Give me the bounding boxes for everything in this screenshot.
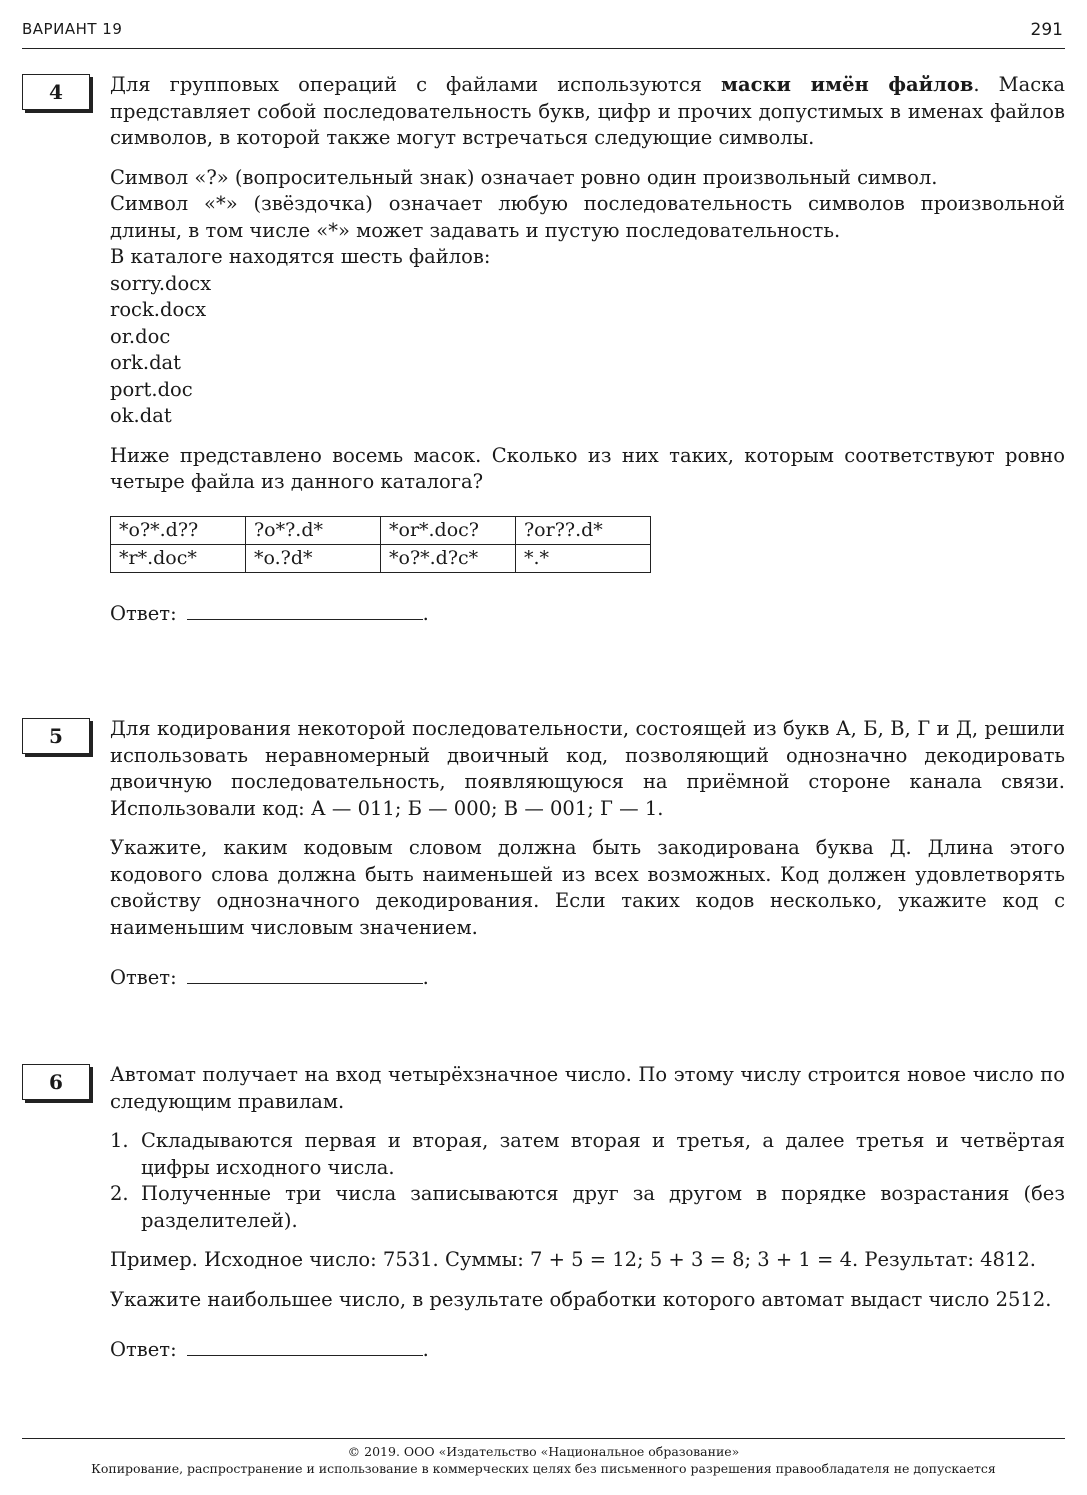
file-name: or.doc	[110, 324, 171, 348]
file-name: rock.docx	[110, 298, 207, 321]
catalog-intro: В каталоге находятся шесть файлов:	[110, 245, 491, 268]
table-row	[111, 544, 651, 572]
mask-cell: *o?*.d??	[111, 516, 246, 544]
variant-label: ВАРИАНТ 19	[22, 20, 123, 38]
answer-row: Ответ: .	[110, 599, 1065, 628]
answer-label: Ответ:	[110, 1338, 177, 1361]
asterisk-rule: Символ «*» (звёздочка) означает любую последовательность символов произвольной длины, в том числе «*» может задавать и пустую последовательность.	[110, 192, 1065, 242]
task-question: Укажите, каким кодовым словом должна быть закодирована буква Д. Длина этого кодового слова должна быть наименьшей из всех возможных. Код должен удовлетворять свойству однозначного декодирования. Если таких кодов несколько, укажите код с наименьшим числовым значением.	[110, 836, 1065, 939]
mask-cell: ?o*?.d*	[246, 516, 381, 544]
task-intro-paragraph: Автомат получает на вход четырёхзначное число. По этому числу строится новое число по следующим правилам.	[110, 1063, 1065, 1113]
answer-field[interactable]	[187, 963, 423, 984]
header-divider	[22, 48, 1065, 49]
copyright-line: © 2019. ООО «Издательство «Национальное образование»	[347, 1444, 740, 1459]
mask-cell: *.*	[516, 544, 651, 572]
task-number-box: 4	[22, 74, 90, 110]
question-mark-rule: Символ «?» (вопросительный знак) означает ровно один произвольный символ.	[110, 165, 938, 189]
mask-cell: ?or??.d*	[516, 516, 651, 544]
rules-list	[110, 1128, 1065, 1234]
mask-cell: *o.?d*	[246, 544, 381, 572]
task-number-box: 5	[22, 718, 90, 754]
answer-label: Ответ:	[110, 601, 177, 625]
task-number-box: 6	[22, 1064, 90, 1100]
task-question: Укажите наибольшее число, в результате обработки которого автомат выдаст число 2512.	[110, 1287, 1052, 1311]
answer-label: Ответ:	[110, 966, 177, 989]
task-intro-paragraph: Для кодирования некоторой последовательности, состоящей из букв А, Б, В, Г и Д, решили использовать неравномерный двоичный код, позволяющий однозначно декодировать двоичную последовательность, появляющуюся на приёмной стороне канала связи. Использовали код: А — 011; Б — 000; В — 001; Г — 1.	[110, 717, 1065, 820]
answer-field[interactable]	[187, 599, 423, 620]
answer-row: Ответ: .	[110, 963, 1065, 992]
list-item: 2. Полученные три числа записываются друг за другом в порядке возрастания (без разделителей).	[110, 1182, 1065, 1232]
answer-field[interactable]	[187, 1335, 423, 1356]
page-number: 291	[1030, 20, 1063, 40]
file-name: ork.dat	[110, 351, 182, 374]
task-5-content	[110, 716, 1065, 992]
task-6-content	[110, 1062, 1065, 1364]
file-list	[110, 271, 1065, 430]
file-name: sorry.docx	[110, 271, 212, 295]
mask-cell: *or*.doc?	[381, 516, 516, 544]
copyright-notice: Копирование, распространение и использование в коммерческих целях без письменного разрешения правообладателя не допускается	[91, 1461, 996, 1476]
list-item: 1. Складываются первая и вторая, затем вторая и третья, а далее третья и четвёртая цифры исходного числа.	[110, 1129, 1065, 1179]
mask-cell: *o?*.d?c*	[381, 544, 516, 572]
table-row	[111, 516, 651, 544]
answer-row: Ответ: .	[110, 1335, 1065, 1364]
file-name: ok.dat	[110, 404, 172, 427]
file-name: port.doc	[110, 377, 193, 401]
task-intro-paragraph: Для групповых операций с файлами используются маски имён файлов. Маска представляет собой последовательность букв, цифр и прочих допустимых в именах файлов символов, в которой также могут встречаться следующие символы.	[110, 73, 1065, 149]
example-paragraph: Пример. Исходное число: 7531. Суммы: 7 + 5 = 12; 5 + 3 = 8; 3 + 1 = 4. Результат: 4812.	[110, 1248, 1036, 1271]
task-4-content	[110, 72, 1065, 627]
masks-table	[110, 516, 651, 573]
mask-cell: *r*.doc*	[111, 544, 246, 572]
footer-divider	[22, 1438, 1065, 1439]
term-bold: маски имён файлов	[721, 73, 974, 96]
task-question: Ниже представлено восемь масок. Сколько из них таких, которым соответствуют ровно четыре файла из данного каталога?	[110, 443, 1065, 493]
